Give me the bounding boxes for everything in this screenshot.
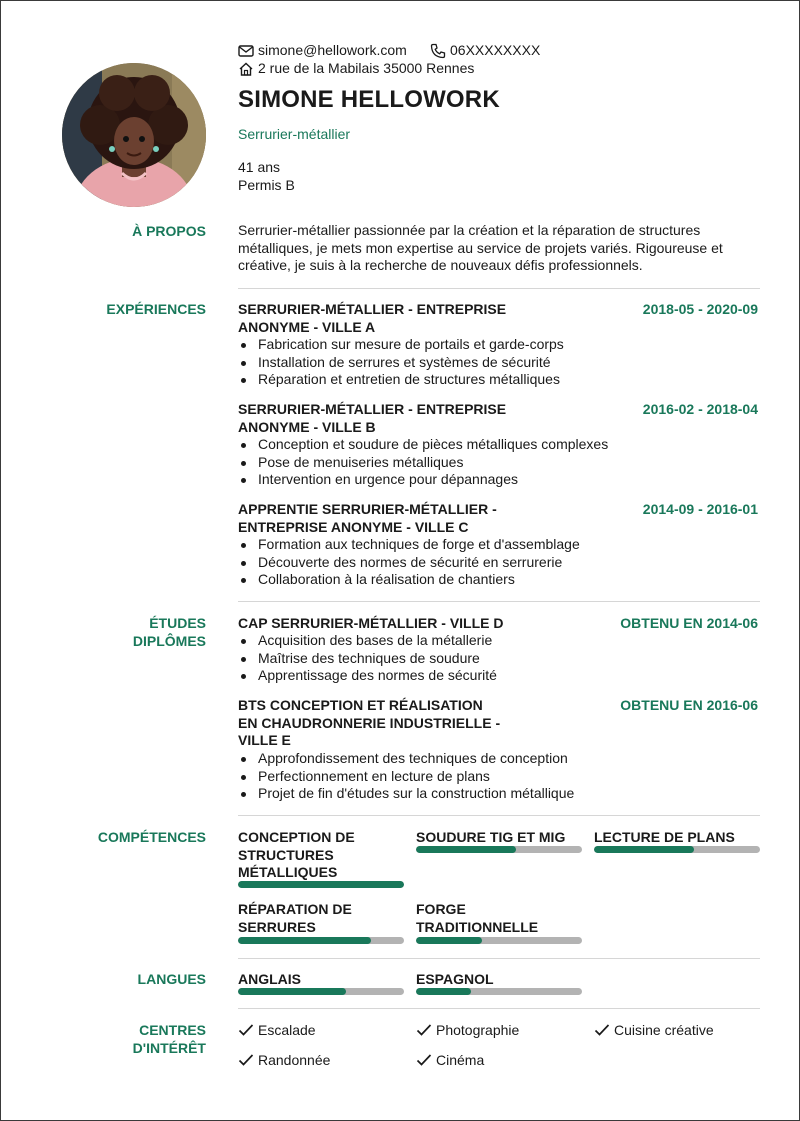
- list-item: Intervention en urgence pour dépannages: [238, 471, 608, 489]
- education-date: OBTENU EN 2014-06: [620, 615, 758, 631]
- list-item: Approfondissement des techniques de conception: [238, 750, 574, 768]
- list-item: Réparation et entretien de structures métalliques: [238, 371, 564, 389]
- skill-label: [416, 829, 582, 847]
- interest-item: [416, 1052, 484, 1068]
- list-item: Acquisition des bases de la métallerie: [238, 632, 497, 650]
- section-education-label: [56, 615, 206, 650]
- education-bullets: [238, 632, 497, 685]
- list-item: Installation de serrures et systèmes de sécurité: [238, 354, 564, 372]
- label-line: STRUCTURES: [238, 846, 334, 863]
- label-line: SOUDURE TIG ET MIG: [416, 829, 566, 845]
- about-line: créative, je suis à la recherche de nouveaux défis professionnels.: [238, 257, 643, 273]
- section-skills-label: COMPÉTENCES: [97, 829, 206, 845]
- skill-item: [416, 901, 582, 936]
- interest-item: [416, 1022, 519, 1038]
- label-line: D'INTÉRÊT: [132, 1039, 206, 1056]
- skill-label: [238, 829, 404, 882]
- mail-icon: [238, 44, 254, 58]
- label-line: DIPLÔMES: [132, 632, 206, 649]
- label-line: CONCEPTION DE: [238, 829, 355, 845]
- interest-item: [594, 1022, 714, 1038]
- label-line: LECTURE DE PLANS: [594, 829, 735, 845]
- language-bar: [416, 988, 582, 995]
- title-line: EN CHAUDRONNERIE INDUSTRIELLE -: [238, 714, 501, 731]
- list-item: Apprentissage des normes de sécurité: [238, 667, 497, 685]
- skill-bar: [238, 881, 404, 888]
- skill-item: [238, 829, 404, 882]
- list-item: Pose de menuiseries métalliques: [238, 454, 608, 472]
- divider: [238, 1008, 760, 1009]
- section-languages-label: LANGUES: [137, 971, 206, 987]
- check-icon: [238, 1023, 254, 1037]
- skill-label: [594, 829, 760, 847]
- skill-bar: [416, 846, 582, 853]
- phone-line: [430, 42, 540, 59]
- email-text[interactable]: simone@hellowork.com: [258, 42, 407, 58]
- license-text: Permis B: [238, 177, 295, 193]
- experience-title: [238, 301, 538, 336]
- email-line: [238, 42, 407, 59]
- interest-label: Photographie: [436, 1022, 520, 1038]
- skill-bar: [416, 937, 582, 944]
- skill-item: [594, 829, 760, 847]
- interest-label: Randonnée: [258, 1052, 331, 1068]
- skill-bar-fill: [594, 846, 694, 853]
- label-line: MÉTALLIQUES: [238, 864, 338, 880]
- skill-label: [238, 901, 404, 936]
- age-text: 41 ans: [238, 159, 281, 175]
- experience-date: 2014-09 - 2016-01: [642, 501, 758, 517]
- skill-bar-fill: [416, 846, 516, 853]
- label-line: TRADITIONNELLE: [416, 918, 539, 935]
- experience-bullets: [238, 436, 608, 489]
- experience-title: [238, 401, 538, 436]
- check-icon: [416, 1023, 432, 1037]
- education-title: [238, 697, 538, 750]
- check-icon: [238, 1053, 254, 1067]
- experience-bullets: [238, 336, 564, 389]
- label-line: SERRURES: [238, 918, 316, 935]
- skill-label: [416, 901, 582, 936]
- interest-label: Cinéma: [436, 1052, 485, 1068]
- interest-item: [238, 1022, 316, 1038]
- about-line: Serrurier-métallier passionnée par la création et la réparation de structures: [238, 222, 701, 238]
- divider: [238, 958, 760, 959]
- list-item: Projet de fin d'études sur la construction métallique: [238, 785, 574, 803]
- section-experiences-label: EXPÉRIENCES: [106, 301, 206, 317]
- experience-title: [238, 501, 538, 536]
- list-item: Formation aux techniques de forge et d'assemblage: [238, 536, 580, 554]
- skill-bar-fill: [238, 881, 404, 888]
- list-item: Collaboration à la réalisation de chantiers: [238, 571, 580, 589]
- interest-label: Escalade: [258, 1022, 316, 1038]
- avatar: [62, 63, 206, 207]
- home-icon: [238, 61, 254, 77]
- list-item: Fabrication sur mesure de portails et garde-corps: [238, 336, 564, 354]
- title-line: CAP SERRURIER-MÉTALLIER - VILLE D: [238, 615, 504, 631]
- phone-icon: [430, 43, 446, 59]
- language-label: ESPAGNOL: [416, 971, 494, 987]
- education-date: OBTENU EN 2016-06: [620, 697, 758, 713]
- skill-bar: [594, 846, 760, 853]
- divider: [238, 601, 760, 602]
- list-item: Conception et soudure de pièces métalliques complexes: [238, 436, 608, 454]
- about-text: [238, 222, 768, 275]
- divider: [238, 815, 760, 816]
- section-about-label: À PROPOS: [132, 223, 206, 239]
- skill-bar-fill: [416, 937, 482, 944]
- language-item: [416, 971, 582, 989]
- language-bar-fill: [416, 988, 471, 995]
- title-line: VILLE E: [238, 732, 291, 748]
- skill-item: [238, 901, 404, 936]
- about-line: métalliques, je mets mon expertise au service de projets variés. Rigoureuse et: [238, 239, 723, 256]
- check-icon: [416, 1053, 432, 1067]
- list-item: Découverte des normes de sécurité en serrurerie: [238, 554, 580, 572]
- title-line: ENTREPRISE ANONYME - VILLE C: [238, 518, 469, 535]
- divider: [238, 288, 760, 289]
- label-line: RÉPARATION DE: [238, 901, 352, 917]
- list-item: Perfectionnement en lecture de plans: [238, 768, 574, 786]
- label-line: FORGE: [416, 901, 466, 917]
- label-line: ÉTUDES: [149, 615, 206, 631]
- title-line: APPRENTIE SERRURIER-MÉTALLIER -: [238, 501, 497, 517]
- job-title: Serrurier-métallier: [238, 126, 351, 142]
- person-name: SIMONE HELLOWORK: [238, 86, 500, 113]
- label-line: CENTRES: [139, 1022, 206, 1038]
- interest-item: [238, 1052, 330, 1068]
- section-interests-label: [56, 1022, 206, 1057]
- phone-text[interactable]: 06XXXXXXXX: [450, 42, 541, 58]
- title-line: SERRURIER-MÉTALLIER - ENTREPRISE: [238, 301, 507, 317]
- list-item: Maîtrise des techniques de soudure: [238, 650, 497, 668]
- education-title: [238, 615, 558, 633]
- skill-item: [416, 829, 582, 847]
- address-text: 2 rue de la Mabilais 35000 Rennes: [258, 60, 475, 76]
- experience-bullets: [238, 536, 580, 589]
- language-bar-fill: [238, 988, 346, 995]
- title-line: ANONYME - VILLE B: [238, 418, 376, 435]
- title-line: ANONYME - VILLE A: [238, 318, 376, 335]
- language-item: [238, 971, 404, 989]
- address-line: [238, 60, 474, 77]
- experience-date: 2018-05 - 2020-09: [642, 301, 758, 317]
- check-icon: [594, 1023, 610, 1037]
- experience-date: 2016-02 - 2018-04: [642, 401, 758, 417]
- skill-bar-fill: [238, 937, 371, 944]
- interest-label: Cuisine créative: [614, 1022, 714, 1038]
- language-bar: [238, 988, 404, 995]
- education-bullets: [238, 750, 574, 803]
- title-line: SERRURIER-MÉTALLIER - ENTREPRISE: [238, 401, 507, 417]
- language-label: ANGLAIS: [238, 971, 301, 987]
- skill-bar: [238, 937, 404, 944]
- title-line: BTS CONCEPTION ET RÉALISATION: [238, 697, 483, 713]
